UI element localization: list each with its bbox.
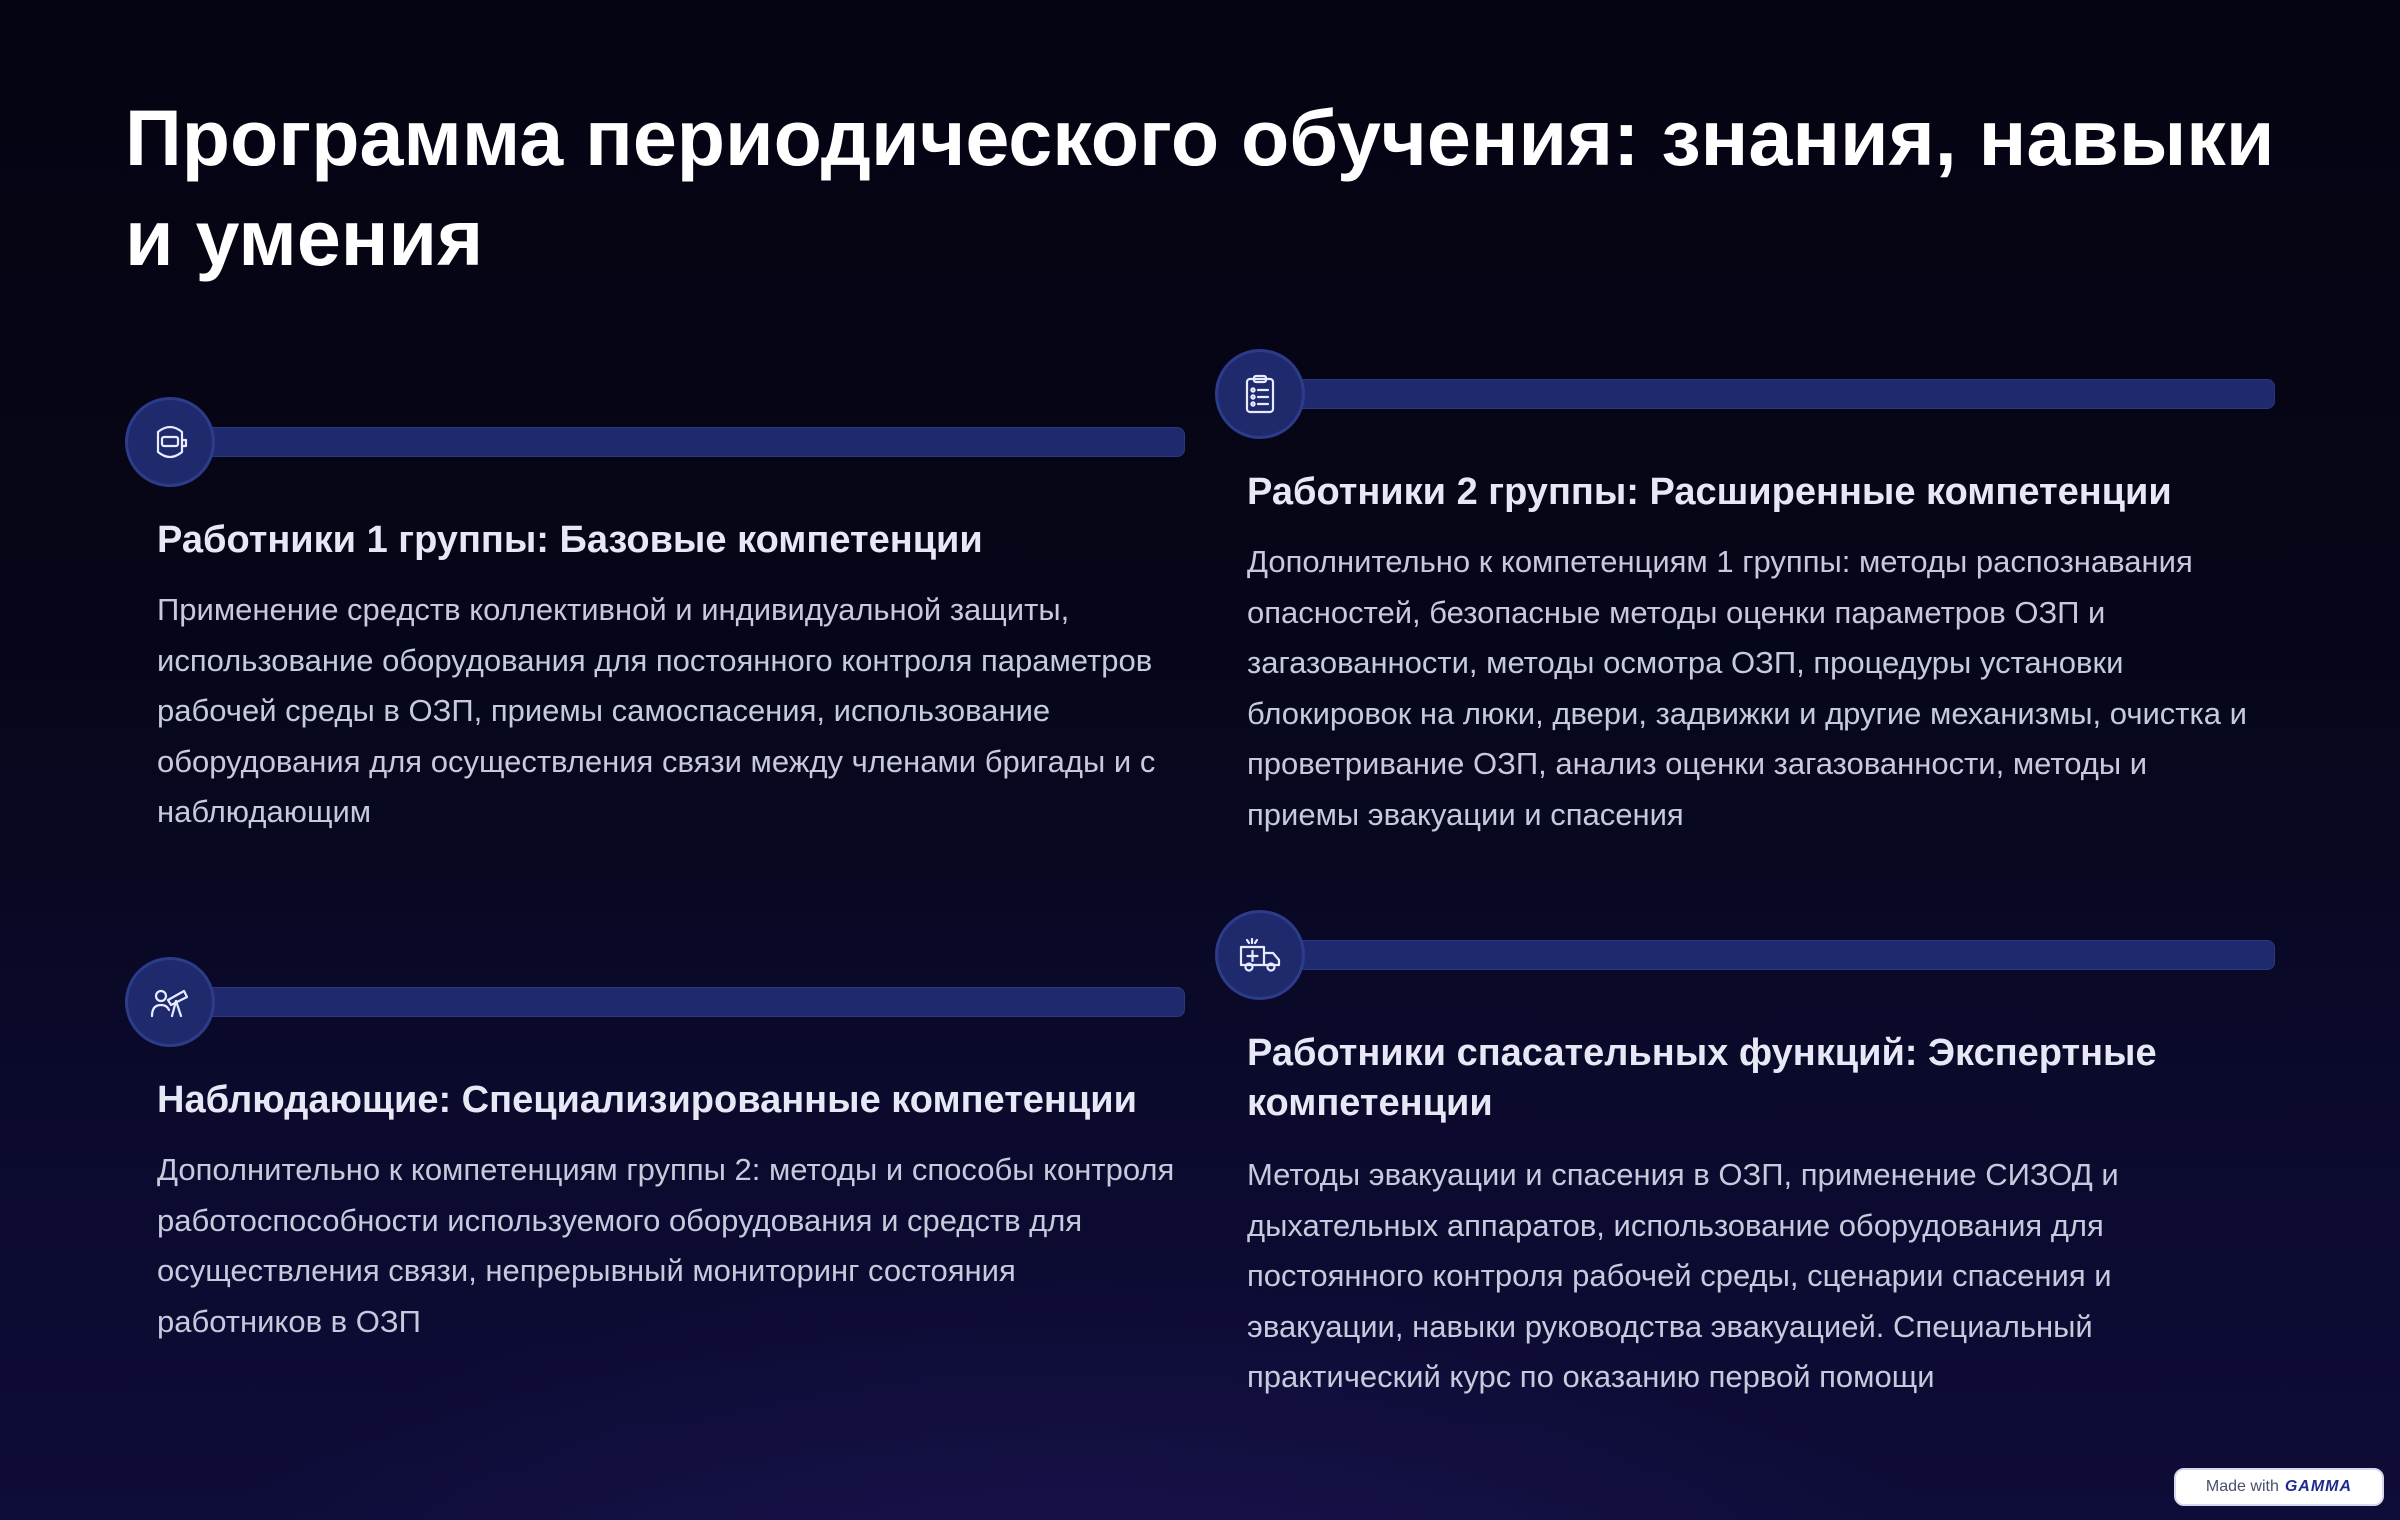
card-text: Методы эвакуации и спасения в ОЗП, применение СИЗОД и дыхательных аппаратов, использование оборудования для постоянного контроля рабочей среды, сценарии спасения и эвакуации, навыки руководства эвакуацией. Специальный практический курс по оказанию первой помощи <box>1247 1157 2119 1394</box>
badge-label: Made with <box>2205 1478 2279 1495</box>
card-text: Дополнительно к компетенциям группы 2: методы и способы контроля работоспособности используемого оборудования и средств для осуществления связи, непрерывный мониторинг состояния работников в ОЗП <box>157 1152 1175 1339</box>
card-bar <box>1275 379 2275 409</box>
card-bar <box>185 427 1185 457</box>
made-with-gamma-badge[interactable] <box>2174 1468 2384 1506</box>
card-heading: Работники спасательных функций: Экспертные компетенции <box>1247 1032 2157 1124</box>
card-observers <box>125 952 1185 1352</box>
card-rescuers <box>1215 905 2275 1425</box>
card-heading: Работники 1 группы: Базовые компетенции <box>157 519 983 561</box>
gamma-logo: GAMMA <box>2284 1478 2353 1495</box>
welding-mask-icon <box>125 397 215 487</box>
card-group-2 <box>1215 344 2275 864</box>
card-bar <box>1275 940 2275 970</box>
page-title: Программа периодического обучения: знания, навыки и умения <box>125 93 2275 282</box>
card-heading: Работники 2 группы: Расширенные компетенции <box>1247 471 2172 513</box>
person-telescope-icon <box>125 957 215 1047</box>
card-group-1 <box>125 392 1185 852</box>
clipboard-list-icon <box>1215 349 1305 439</box>
card-text: Применение средств коллективной и индивидуальной защиты, использование оборудования для постоянного контроля параметров рабочей среды в ОЗП, приемы самоспасения, использование оборудования для осуществления связи между членами бригады и с наблюдающим <box>157 592 1156 829</box>
ambulance-icon <box>1215 910 1305 1000</box>
card-heading: Наблюдающие: Специализированные компетенции <box>157 1079 1137 1121</box>
card-bar <box>185 987 1185 1017</box>
card-text: Дополнительно к компетенциям 1 группы: методы распознавания опасностей, безопасные методы оценки параметров ОЗП и загазованности, методы осмотра ОЗП, процедуры установки блокировок на люки, двери, задвижки и другие механизмы, очистка и проветривание ОЗП, анализ оценки загазованности, методы и приемы эвакуации и спасения <box>1247 544 2247 832</box>
